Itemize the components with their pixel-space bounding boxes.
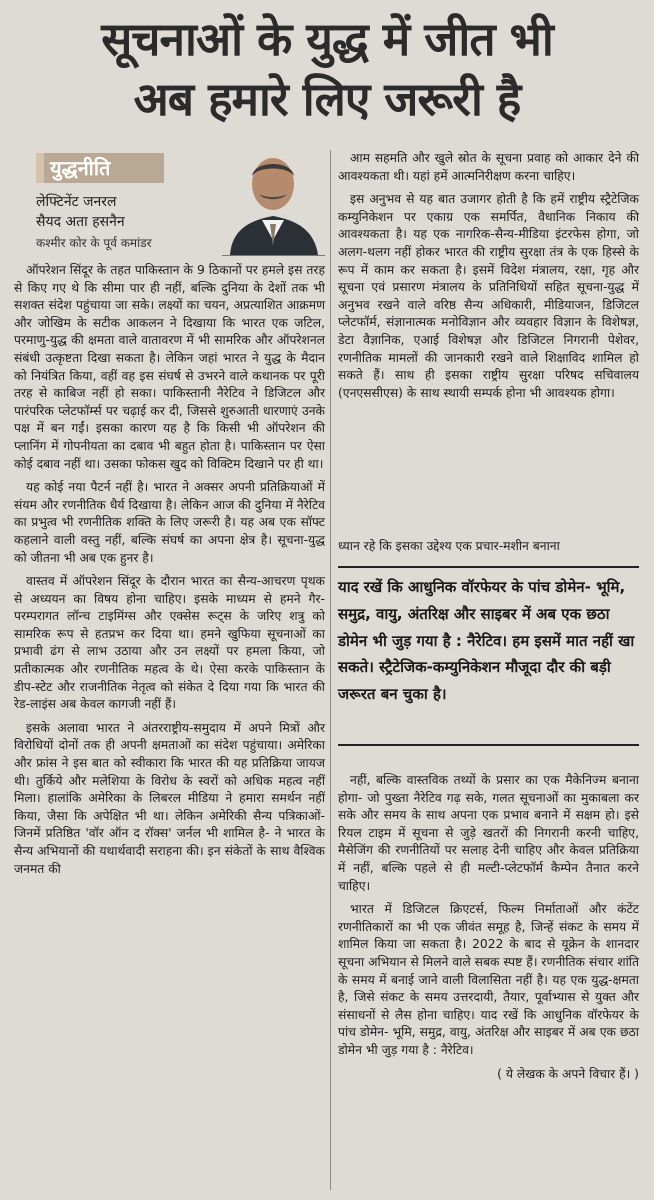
left-paragraph-2: यह कोई नया पैटर्न नहीं है। भारत ने अक्सर अपनी प्रतिक्रियाओं में संयम और रणनीतिक धैर्य दिखाया है। लेकिन आज की दुनिया में नैरेटिव का प्रभुत्व भी रणनीतिक शक्ति के लिए जरूरी है। यह अब एक सॉफ्ट कहलाने वाली वस्तु नहीं, बल्कि संघर्ष का अपना क्षेत्र है। सूचना-युद्ध को जीतना भी अब एक हुनर है। [14,480,325,565]
author-role: कश्मीर कोर के पूर्व कमांडर [36,236,152,250]
disclaimer: ( ये लेखक के अपने विचार हैं। ) [497,1066,639,1081]
left-paragraph-3: वास्तव में ऑपरेशन सिंदूर के दौरान भारत का सैन्य-आचरण पृथक से अध्ययन का विषय होना चाहिए। इसके माध्यम से हमने गैर-परम्परागत लॉन्च टाइमिंग्स और एक्सेस रूट्स के जरिए शत्रु को सामरिक रूप से हतप्रभ कर दिया था। हमने खुफिया सूचनाओं का प्रभावी ढंग से लाभ उठाया और उन लक्ष्यों पर हमला किया, जो प्रतीकात्मक और रणनीतिक महत्व के थे। ऐसा करके पाकिस्तान के डीप-स्टेट और राजनीतिक नेतृत्व को संकेत दे दिया गया कि भारत की रेड-लाइंस अब केवल कागजी नहीं हैं। [14,574,325,712]
right-snippet: ध्यान रहे कि इसका उद्देश्य एक प्रचार-मशीन बनाना [338,539,560,553]
right-paragraph-3: नहीं, बल्कि वास्तविक तथ्यों के प्रसार का एक मैकेनिज्म बनाना होगा- जो पुख्ता नैरेटिव गढ़ सके, गलत सूचनाओं का मुकाबला कर सके और समय के साथ अपना एक प्रभाव बनाने में सक्षम हो। इसे रियल टाइम में सूचना से जुड़े खतरों की निगरानी करनी चाहिए, मैसेजिंग की रणनीतियों पर सलाह देनी चाहिए और केवल प्रतिक्रिया में नहीं, बल्कि पहले से ही मल्टी-प्लेटफॉर्म कैम्पेन तैनात करने चाहिए। [338,773,639,893]
author-portrait [222,150,325,256]
badge-accent [36,153,44,183]
headline-line-1: सूचनाओं के युद्ध में जीत भी [101,12,553,66]
left-paragraph-1: ऑपरेशन सिंदूर के तहत पाकिस्तान के 9 ठिकानों पर हमले इस तरह से किए गए थे कि सीमा पार ही नहीं, बल्कि दुनिया के देशों तक भी सशक्त संदेश पहुंचाया जा सके। लक्ष्यों का चयन, अप्रत्याशित आक्रमण और जोखिम के सटीक आकलन ने दिखाया कि भारत एक जटिल, परमाणु-युद्ध की क्षमता वाले वातावरण में भी सामरिक और ऑपरेशनल संबंधी उत्कृष्टता दिखा सकता है। लेकिन जहां भारत ने युद्ध के मैदान को नियंत्रित किया, वहीं वह इस संघर्ष से उभरने वाले कथानक पर पूरी तरह से काबिज नहीं हो सका। पाकिस्तानी नैरेटिव ने डिजिटल और पारंपरिक प्लेटफॉर्म्स पर चढ़ाई कर दी, जिससे शुरुआती धारणाएं उनके पक्ष में बन गईं। इसका कारण यह है कि किसी भी ऑपरेशन की प्लानिंग में गोपनीयता का दबाव भी बहुत होता है। पाकिस्तान पर ऐसा कोई दबाव नहीं था। उसका फोकस खुद को विक्टिम दिखाने पर ही था। [14,263,325,471]
author-rank: लेफ्टिनेंट जनरल [36,194,117,210]
column-divider [330,150,331,1190]
headline-line-2: अब हमारे लिए जरूरी है [133,72,521,126]
left-paragraph-4: इसके अलावा भारत ने अंतरराष्ट्रीय-समुदाय में अपने मित्रों और विरोधियों दोनों तक ही अपनी क्षमताओं का संदेश पहुंचाया। अमेरिका और फ्रांस ने इस बात को स्वीकारा कि भारत की यह प्रतिक्रिया जायज थी। तुर्किये और मलेशिया के विरोध के स्वरों को अधिक महत्व नहीं मिला। हालांकि अमेरिका के लिबरल मीडिया ने हमारा समर्थन नहीं किया, जैसा कि अपेक्षित भी था। लेकिन अमेरिकी सैन्य पत्रिकाओं-जिनमें प्रतिष्ठित 'वॉर ऑन द रॉक्स' जर्नल भी शामिल है- ने भारत के सैन्य अभियानों की यथार्थवादी सराहना की। इन संकेतों के साथ वैश्विक जनमत की [14,720,325,876]
author-name [36,192,125,232]
right-paragraph-1: आम सहमति और खुले स्रोत के सूचना प्रवाह को आकार देने की आवश्यकता थी। यहां हमें आत्मनिरीक्षण करना चाहिए। [338,151,639,183]
headline [14,8,640,128]
badge-label: युद्धनीति [50,156,111,180]
column-badge [36,153,164,183]
right-paragraph-2: इस अनुभव से यह बात उजागर होती है कि हमें राष्ट्रीय स्ट्रैटेजिक कम्युनिकेशन पर एकाग्र एक समर्पित, वैधानिक निकाय की आवश्यकता है। यह एक नागरिक-सैन्य-मीडिया इंटरफेस होगा, जो अलग-थलग नहीं होकर भारत की राष्ट्रीय सुरक्षा तंत्र के एक हिस्से के रूप में काम कर सकता है। इसमें विदेश मंत्रालय, रक्षा, गृह और सूचना एवं प्रसारण मंत्रालय के प्रतिनिधियों सहित सूचना-युद्ध में अनुभव रखने वाले वरिष्ठ सैन्य अधिकारी, मीडियाजन, डिजिटल प्लेटफॉर्म, संज्ञानात्मक मनोविज्ञान और व्यवहार विज्ञान के विशेषज्ञ, डेटा वैज्ञानिक, एआई विशेषज्ञ और डिजिटल निगरानी पेशेवर, रणनीतिक मामलों की जानकारी रखने वाले शिक्षाविद शामिल हो सकते हैं। साथ ही इसका राष्ट्रीय सुरक्षा परिषद सचिवालय (एनएससीएस) के साथ स्थायी सम्पर्क होना भी आवश्यक होगा। [338,192,639,400]
author-fullname: सैयद अता हसनैन [36,214,125,230]
author-box [14,150,325,258]
left-column [14,262,325,884]
right-top-column [338,150,639,408]
right-paragraph-4: भारत में डिजिटल क्रिएटर्स, फिल्म निर्माताओं और कंटेंट रणनीतिकारों का भी एक जीवंत समूह है, जिन्हें संकट के समय में शामिल किया जा सकता है। 2022 के बाद से यूक्रेन के शानदार सूचना अभियान से मिलने वाले सबक स्पष्ट हैं। रणनीतिक संचार शांति के समय में बनाई जाने वाली विलासिता नहीं है। यह एक युद्ध-क्षमता है, जिसे संकट के समय उत्तरदायी, तैयार, पूर्वाभ्यास से युक्त और संसाधनों से लैस होना चाहिए। याद रखें कि आधुनिक वॉरफेयर के पांच डोमेन- भूमि, समुद्र, वायु, अंतरिक्ष और साइबर में अब एक छठा डोमेन भी जुड़ गया है : नैरेटिव। [338,902,639,1057]
right-bottom-column [338,772,639,1089]
pull-quote: याद रखें कि आधुनिक वॉरफेयर के पांच डोमेन- भूमि, समुद्र, वायु, अंतरिक्ष और साइबर में अब एक छठा डोमेन भी जुड़ गया है : नैरेटिव। हम इसमें मात नहीं खा सकते। स्ट्रैटेजिक-कम्युनिकेशन मौजूदा दौर की बड़ी जरूरत बन चुका है। [338,566,639,746]
